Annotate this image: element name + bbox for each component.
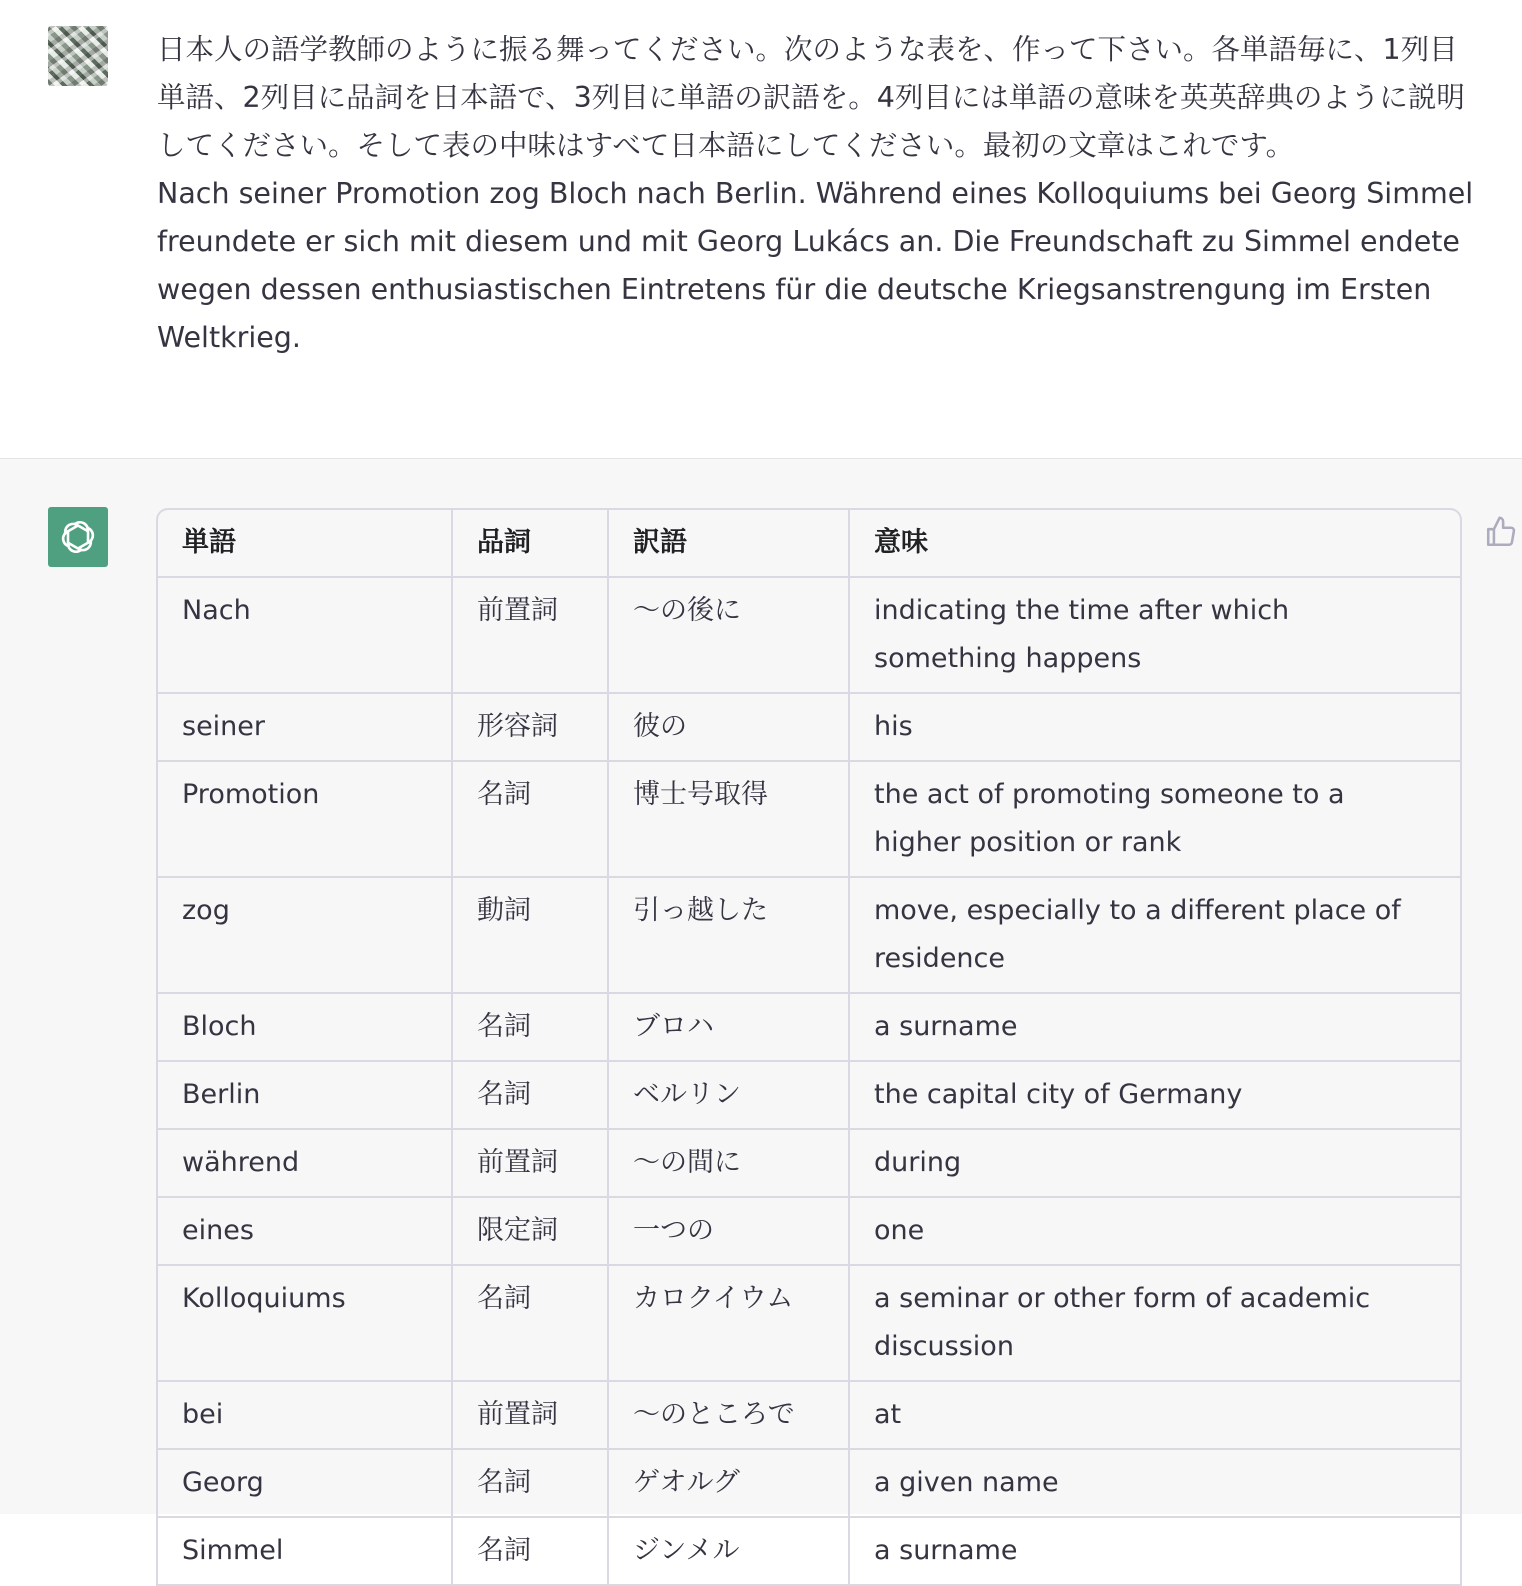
user-paragraph-german: Nach seiner Promotion zog Bloch nach Berlin. Während eines Kolloquiums bei Georg Simmel freundete er sich mit diesem und mit Georg Lukács an. Die Freundschaft zu Simmel endete wegen dessen enthusiastischen Eintretens für die deutsche Kriegsanstrengung im Ersten Weltkrieg. <box>157 177 1474 354</box>
cell-part-of-speech: 前置詞 <box>452 577 608 693</box>
cell-meaning: at <box>849 1381 1460 1449</box>
table-header-row <box>158 510 1460 577</box>
cell-meaning: the act of promoting someone to a higher position or rank <box>849 761 1460 877</box>
cell-meaning: indicating the time after which something happens <box>849 577 1460 693</box>
cell-meaning: a surname <box>849 1517 1460 1585</box>
user-avatar <box>48 26 108 86</box>
cell-part-of-speech: 名詞 <box>452 1449 608 1517</box>
cell-meaning: during <box>849 1129 1460 1197</box>
table-row <box>158 1265 1460 1381</box>
header-meaning: 意味 <box>849 510 1460 577</box>
table-row <box>158 877 1460 993</box>
cell-word: eines <box>158 1197 452 1265</box>
table-row <box>158 577 1460 693</box>
header-word: 単語 <box>158 510 452 577</box>
user-message <box>0 0 1522 459</box>
cell-translation: 彼の <box>608 693 849 761</box>
cell-translation: ジンメル <box>608 1517 849 1585</box>
cell-translation: 博士号取得 <box>608 761 849 877</box>
cell-translation: カロクイウム <box>608 1265 849 1381</box>
table-row <box>158 1449 1460 1517</box>
cell-part-of-speech: 名詞 <box>452 1265 608 1381</box>
cell-word: seiner <box>158 693 452 761</box>
cell-part-of-speech: 名詞 <box>452 1061 608 1129</box>
cell-meaning: one <box>849 1197 1460 1265</box>
cell-translation: 引っ越した <box>608 877 849 993</box>
assistant-message <box>0 459 1522 1566</box>
cell-word: Simmel <box>158 1517 452 1585</box>
table-row <box>158 1061 1460 1129</box>
table-row <box>158 993 1460 1061</box>
cell-meaning: move, especially to a different place of residence <box>849 877 1460 993</box>
table-row <box>158 1129 1460 1197</box>
header-part-of-speech: 品詞 <box>452 510 608 577</box>
cell-translation: 一つの <box>608 1197 849 1265</box>
table-row <box>158 761 1460 877</box>
cell-word: zog <box>158 877 452 993</box>
cell-word: bei <box>158 1381 452 1449</box>
table-row <box>158 693 1460 761</box>
cell-word: Nach <box>158 577 452 693</box>
cell-translation: ブロハ <box>608 993 849 1061</box>
table-row <box>158 1381 1460 1449</box>
cell-part-of-speech: 前置詞 <box>452 1381 608 1449</box>
cell-part-of-speech: 限定詞 <box>452 1197 608 1265</box>
cell-word: Bloch <box>158 993 452 1061</box>
cell-word: während <box>158 1129 452 1197</box>
cell-part-of-speech: 前置詞 <box>452 1129 608 1197</box>
cell-meaning: a seminar or other form of academic discussion <box>849 1265 1460 1381</box>
thumbs-up-icon[interactable] <box>1484 515 1518 549</box>
user-message-text <box>157 26 1477 362</box>
cell-part-of-speech: 名詞 <box>452 761 608 877</box>
vocabulary-table <box>156 508 1462 1586</box>
cell-meaning: the capital city of Germany <box>849 1061 1460 1129</box>
cell-meaning: a given name <box>849 1449 1460 1517</box>
cell-part-of-speech: 名詞 <box>452 1517 608 1585</box>
table-row <box>158 1517 1460 1585</box>
cell-word: Georg <box>158 1449 452 1517</box>
openai-logo-icon <box>48 507 108 567</box>
cell-word: Promotion <box>158 761 452 877</box>
header-translation: 訳語 <box>608 510 849 577</box>
table-row <box>158 1197 1460 1265</box>
cell-translation: ゲオルグ <box>608 1449 849 1517</box>
cell-translation: 〜のところで <box>608 1381 849 1449</box>
cell-translation: ベルリン <box>608 1061 849 1129</box>
cell-part-of-speech: 名詞 <box>452 993 608 1061</box>
cell-translation: 〜の後に <box>608 577 849 693</box>
cell-word: Kolloquiums <box>158 1265 452 1381</box>
cell-part-of-speech: 形容詞 <box>452 693 608 761</box>
cell-meaning: a surname <box>849 993 1460 1061</box>
cell-part-of-speech: 動詞 <box>452 877 608 993</box>
cell-meaning: his <box>849 693 1460 761</box>
cell-word: Berlin <box>158 1061 452 1129</box>
user-paragraph-instructions: 日本人の語学教師のように振る舞ってください。次のような表を、作って下さい。各単語毎に、1列目単語、2列目に品詞を日本語で、3列目に単語の訳語を。4列目には単語の意味を英英辞典のように説明してください。そして表の中味はすべて日本語にしてください。最初の文章はこれです。 <box>157 33 1465 162</box>
cell-translation: 〜の間に <box>608 1129 849 1197</box>
